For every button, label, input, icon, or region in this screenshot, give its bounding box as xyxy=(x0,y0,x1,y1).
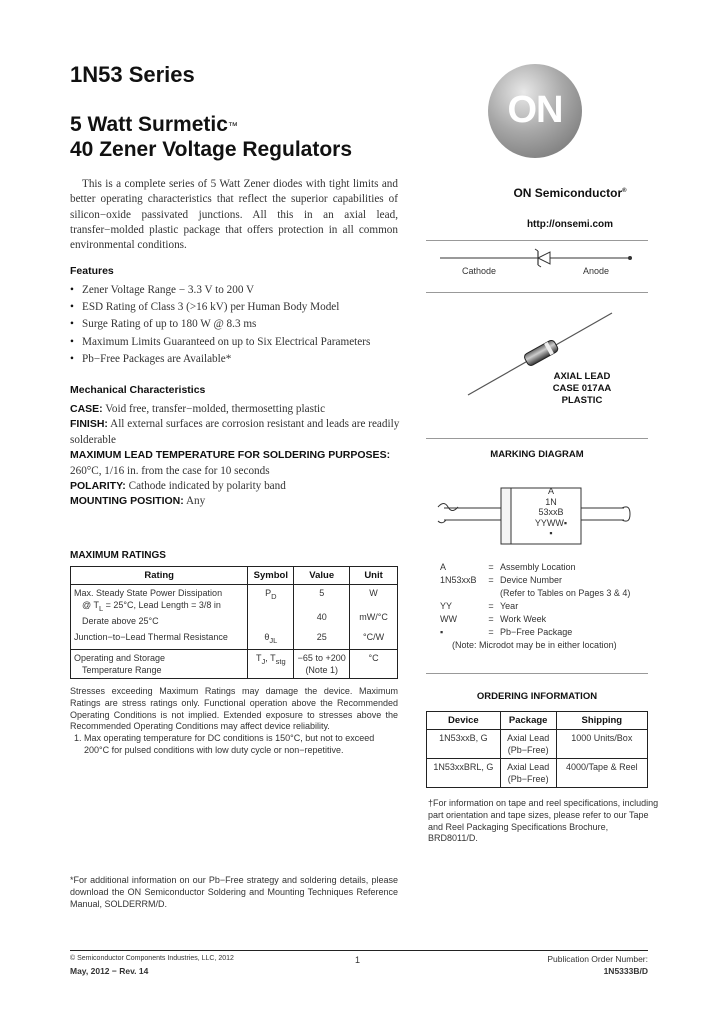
value-cell: (Note 1) xyxy=(305,664,338,675)
divider xyxy=(426,438,648,439)
table-row xyxy=(71,585,398,629)
max-lead-temp-label: MAXIMUM LEAD TEMPERATURE FOR SOLDERING PURPOSES: xyxy=(70,449,391,462)
legend-key: ▪ xyxy=(440,627,444,637)
marking-legend xyxy=(440,561,630,652)
legend-row xyxy=(440,626,630,639)
copyright: © Semiconductor Components Industries, LLC, 2012 xyxy=(70,955,234,962)
logo-text: ON xyxy=(507,89,563,131)
legend-row xyxy=(440,574,630,587)
legend-row xyxy=(440,600,630,613)
legend-eq: = xyxy=(488,562,494,572)
finish-label: FINISH: xyxy=(70,418,108,431)
ordering-table xyxy=(426,711,648,788)
subscript: J xyxy=(261,656,266,666)
table-row xyxy=(71,629,398,649)
max-ratings-heading: MAXIMUM RATINGS xyxy=(70,550,166,561)
subscript: D xyxy=(271,591,277,601)
registered-mark: ® xyxy=(622,188,627,194)
table-row xyxy=(71,649,398,678)
legend-key: YY xyxy=(440,601,453,611)
device-cell: 1N53xxB, G xyxy=(427,730,501,759)
mechanical-heading: Mechanical Characteristics xyxy=(70,384,206,396)
intro-paragraph: This is a complete series of 5 Watt Zener diodes with tight limits and better operating characteristics that reflect the superior capabilities of silicon−oxide passivated junctions. All this in an axial lead, transfer−molded plastic package that offers protection in all common environmental conditions. xyxy=(70,178,398,252)
col-header-unit: Unit xyxy=(350,567,398,585)
table-row xyxy=(427,759,648,788)
value-cell: 25 xyxy=(294,629,350,649)
rating-cell: Temperature Range xyxy=(82,664,162,675)
anode-label: Anode xyxy=(583,266,610,276)
value-cell: −65 to +200 xyxy=(297,652,346,663)
divider xyxy=(426,240,648,241)
cathode-label: Cathode xyxy=(462,266,497,276)
legend-text: Work Week xyxy=(500,614,547,624)
document-title xyxy=(70,112,352,162)
publication-label: Publication Order Number: xyxy=(547,954,648,964)
publication-number: 1N5333B/D xyxy=(603,966,648,976)
marking-line: 1N xyxy=(545,496,557,507)
legend-note: (Note: Microdot may be in either location) xyxy=(452,640,617,650)
rating-cell: Operating and Storage xyxy=(74,652,166,663)
legend-key: 1N53xxB xyxy=(440,575,477,585)
package-cell: (Pb−Free) xyxy=(507,745,549,755)
legend-text: Year xyxy=(500,601,519,611)
rating-cell: Derate above 25°C xyxy=(82,615,159,626)
page-number: 1 xyxy=(355,955,361,965)
legend-eq: = xyxy=(488,575,494,585)
marking-line: A xyxy=(547,486,554,496)
subscript: L xyxy=(98,603,104,613)
package-cell: (Pb−Free) xyxy=(507,774,549,784)
ordering-footnote: †For information on tape and reel specifications, including part orientation and tape sizes, please refer to our Tape and Reel Packaging Specifications Brochure, BRD8011/D. xyxy=(428,798,659,844)
company-url[interactable]: http://onsemi.com xyxy=(526,219,614,230)
legend-key xyxy=(440,587,482,600)
finish-text: All external surfaces are corrosion resistant and leads are readily solderable xyxy=(70,418,400,446)
footer-rule xyxy=(70,950,648,951)
package-cell: Axial Lead xyxy=(507,733,550,743)
mechanical-characteristics xyxy=(70,402,400,510)
subscript: JL xyxy=(269,635,278,645)
shipping-cell: 1000 Units/Box xyxy=(556,730,647,759)
feature-item: • Surge Rating of up to 180 W @ 8.3 ms xyxy=(70,316,410,333)
legend-eq xyxy=(482,587,500,600)
unit-cell: °C xyxy=(350,649,398,678)
legend-text: Assembly Location xyxy=(500,562,576,572)
legend-key: A xyxy=(440,562,447,572)
features-heading: Features xyxy=(70,265,114,277)
ratings-notes xyxy=(70,686,398,757)
value-cell: 40 xyxy=(316,612,327,622)
marking-line: YYWW▪ xyxy=(534,517,568,528)
legend-row xyxy=(440,613,630,626)
package-line: CASE 017AA xyxy=(552,383,612,394)
on-semiconductor-logo xyxy=(488,64,582,158)
value-cell: 5 xyxy=(319,588,325,598)
shipping-cell: 4000/Tape & Reel xyxy=(556,759,647,788)
polarity-text: Cathode indicated by polarity band xyxy=(128,480,286,493)
legend-text: Pb−Free Package xyxy=(500,627,573,637)
legend-text: (Refer to Tables on Pages 3 & 4) xyxy=(500,588,631,598)
rating-cell: = 25°C, Lead Length = 3/8 in xyxy=(103,600,221,610)
device-cell: 1N53xxBRL, G xyxy=(427,759,501,788)
col-header-shipping: Shipping xyxy=(556,712,647,730)
package-cell: Axial Lead xyxy=(507,762,550,772)
stress-note: Stresses exceeding Maximum Ratings may damage the device. Maximum Ratings are stress ratings only. Functional operation above the Recommended Operating Conditions is not implied. Extended exposure to stresses above the Recommended Operating Conditions may affect device reliability. xyxy=(70,686,398,732)
table-row xyxy=(427,730,648,759)
feature-item: • Maximum Limits Guaranteed on up to Six Electrical Parameters xyxy=(70,334,410,351)
mounting-text: Any xyxy=(185,495,206,508)
marking-line: 53xxB xyxy=(538,507,564,517)
feature-item: • ESD Rating of Class 3 (>16 kV) per Human Body Model xyxy=(70,299,410,316)
ordering-heading: ORDERING INFORMATION xyxy=(476,691,598,702)
divider xyxy=(426,292,648,293)
marking-line: ▪ xyxy=(549,528,553,538)
col-header-device: Device xyxy=(427,712,501,730)
company-name xyxy=(420,186,720,200)
pbfree-footnote: *For additional information on our Pb−Free strategy and soldering details, please download the ON Semiconductor Soldering and Mounting Techniques Reference Manual, SOLDERRM/D. xyxy=(70,875,398,909)
divider xyxy=(426,673,648,674)
legend-key: WW xyxy=(440,614,457,624)
unit-cell: mW/°C xyxy=(359,612,388,622)
rating-cell: @ T xyxy=(82,600,99,610)
subscript: stg xyxy=(275,656,286,666)
max-lead-temp-text: 260°C, 1/16 in. from the case for 10 seconds xyxy=(70,464,270,477)
rating-cell: Max. Steady State Power Dissipation xyxy=(74,588,223,598)
trademark-symbol: ™ xyxy=(227,121,238,132)
legend-row xyxy=(440,561,630,574)
col-header-package: Package xyxy=(500,712,556,730)
marking-diagram-heading: MARKING DIAGRAM xyxy=(490,449,584,460)
legend-eq: = xyxy=(488,614,494,624)
package-line: PLASTIC xyxy=(561,395,603,406)
note-1: 1. Max operating temperature for DC conditions is 150°C, but not to exceed 200°C for pulsed conditions with low duty cycle or non−repetitive. xyxy=(74,733,375,755)
date-revision: May, 2012 − Rev. 14 xyxy=(70,966,149,976)
legend-text: Device Number xyxy=(500,575,563,585)
company-name-text: ON Semiconductor xyxy=(513,186,623,200)
mounting-label: MOUNTING POSITION: xyxy=(70,495,184,508)
package-label xyxy=(532,371,632,407)
unit-cell: °C/W xyxy=(350,629,398,649)
title-line-2: 40 Zener Voltage Regulators xyxy=(70,138,353,161)
symbol-cell: P xyxy=(265,588,272,598)
symbol-cell: θ xyxy=(264,631,270,642)
unit-cell: W xyxy=(369,588,378,598)
title-line-1: 5 Watt Surmetic xyxy=(70,113,228,136)
case-label: CASE: xyxy=(70,403,103,415)
feature-item: • Pb−Free Packages are Available* xyxy=(70,351,410,368)
col-header-rating: Rating xyxy=(71,567,248,585)
legend-row xyxy=(440,587,630,600)
package-line: AXIAL LEAD xyxy=(553,371,611,382)
polarity-label: POLARITY: xyxy=(70,480,126,493)
marking-text xyxy=(511,486,591,539)
rating-cell: Junction−to−Lead Thermal Resistance xyxy=(71,629,248,649)
features-list xyxy=(70,282,410,368)
case-text: Void free, transfer−molded, thermosetting plastic xyxy=(105,403,326,415)
legend-eq: = xyxy=(488,627,494,637)
feature-item: • Zener Voltage Range − 3.3 V to 200 V xyxy=(70,282,410,299)
legend-eq: = xyxy=(488,601,494,611)
col-header-symbol: Symbol xyxy=(248,567,294,585)
symbol-cell: , T xyxy=(265,652,276,663)
col-header-value: Value xyxy=(294,567,350,585)
series-title: 1N53 Series xyxy=(70,62,195,87)
symbol-cell: T xyxy=(256,652,262,663)
max-ratings-table xyxy=(70,566,398,679)
